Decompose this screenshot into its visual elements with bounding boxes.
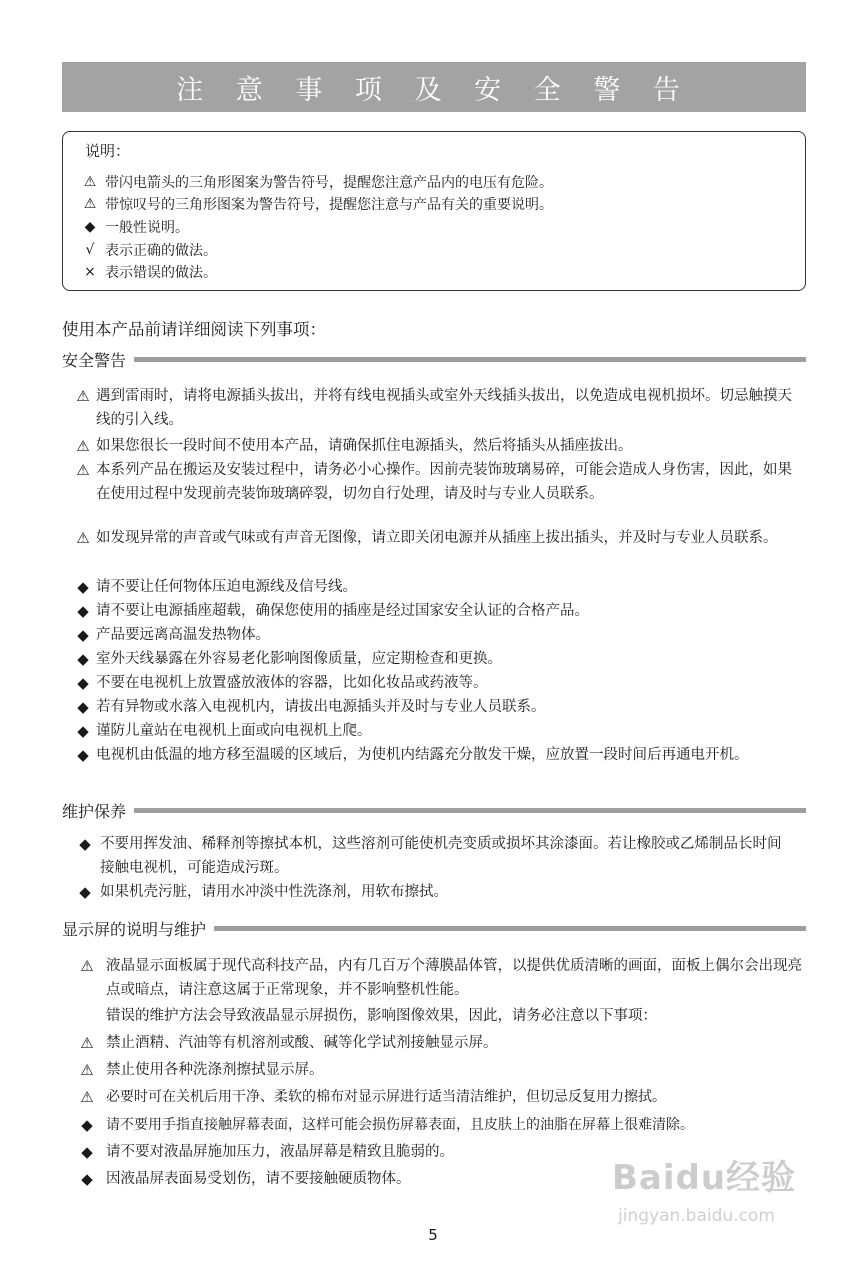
section-divider xyxy=(214,926,806,931)
list-item-text: 不要在电视机上放置盛放液体的容器，比如化妆品或药液等。 xyxy=(96,675,488,691)
legend-row xyxy=(75,262,217,282)
diamond-bullet-icon: ◆ xyxy=(81,1143,93,1161)
list-item-text: 错误的维护方法会导致液晶显示屏损伤，影响图像效果，因此，请务必注意以下事项： xyxy=(106,1008,657,1024)
diamond-bullet-icon: ◆ xyxy=(77,578,89,596)
list-item-text: 室外天线暴露在外容易老化影响图像质量，应定期检查和更换。 xyxy=(96,651,502,667)
section-heading-label: 显示屏的说明与维护 xyxy=(62,919,207,939)
diamond-bullet-icon: ◆ xyxy=(84,219,96,235)
intro-text: 使用本产品前请详细阅读下列事项： xyxy=(62,320,326,339)
section-heading-safety xyxy=(62,347,806,371)
list-item-text: 产品要远离高温发热物体。 xyxy=(96,627,270,643)
list-item-text: 必要时可在关机后用干净、柔软的棉布对显示屏进行适当清洁维护，但切忌反复用力擦拭。 xyxy=(106,1089,666,1105)
list-item xyxy=(70,671,805,695)
list-item xyxy=(70,880,792,904)
list-item-text: 如果您很长一段时间不使用本产品，请确保抓住电源插头，然后将插头从插座拔出。 xyxy=(96,438,633,454)
list-item-text: 禁止酒精、汽油等有机溶剂或酸、碱等化学试剂接触显示屏。 xyxy=(106,1035,498,1051)
list-item xyxy=(68,1031,804,1055)
section-divider xyxy=(134,808,806,813)
legend-box xyxy=(62,131,806,291)
list-item xyxy=(70,458,792,506)
warning-triangle-icon: ⚠ xyxy=(83,174,97,190)
diamond-bullet-icon: ◆ xyxy=(77,626,89,644)
list-item-text: 请不要让电源插座超载，确保您使用的插座是经过国家安全认证的合格产品。 xyxy=(96,603,589,619)
diamond-bullet-icon: ◆ xyxy=(77,650,89,668)
list-item-text: 如果机壳污脏，请用水冲淡中性洗涤剂，用软布擦拭。 xyxy=(100,884,448,900)
list-item xyxy=(68,1004,804,1028)
list-item-text: 电视机由低温的地方移至温暖的区域后，为使机内结露充分散发干燥，应放置一段时间后再通电开机。 xyxy=(96,747,749,763)
list-item-text: 请不要让任何物体压迫电源线及信号线。 xyxy=(96,579,357,595)
legend-text: 一般性说明。 xyxy=(105,220,189,236)
legend-text: 带惊叹号的三角形图案为警告符号，提醒您注意与产品有关的重要说明。 xyxy=(105,197,553,213)
warning-triangle-icon: ⚠ xyxy=(76,529,90,547)
diamond-bullet-icon: ◆ xyxy=(81,1116,93,1134)
watermark-url: jingyan.baidu.com xyxy=(618,1206,775,1226)
list-item-text: 遇到雷雨时，请将电源插头拔出，并将有线电视插头或室外天线插头拔出，以免造成电视机损坏。切忌触摸天线的引入线。 xyxy=(96,388,792,428)
list-item xyxy=(70,832,792,880)
list-item xyxy=(70,599,805,623)
list-item-text: 谨防儿童站在电视机上面或向电视机上爬。 xyxy=(96,723,372,739)
legend-heading: 说明： xyxy=(85,142,131,160)
list-item-text: 请不要对液晶屏施加压力，液晶屏幕是精致且脆弱的。 xyxy=(106,1144,454,1160)
legend-row xyxy=(75,194,553,214)
warning-triangle-icon: ⚠ xyxy=(80,1061,94,1079)
page-title: 注 意 事 项 及 安 全 警 告 xyxy=(62,62,806,112)
warning-triangle-icon: ⚠ xyxy=(80,957,94,975)
list-item xyxy=(68,1058,804,1082)
list-item-text: 禁止使用各种洗涤剂擦拭显示屏。 xyxy=(106,1062,324,1078)
diamond-bullet-icon: ◆ xyxy=(77,602,89,620)
list-item xyxy=(70,695,805,719)
section-heading-label: 安全警告 xyxy=(62,350,127,370)
warning-triangle-icon: ⚠ xyxy=(83,196,97,212)
warning-triangle-icon: ⚠ xyxy=(76,461,90,479)
diamond-bullet-icon: ◆ xyxy=(79,883,91,901)
warning-triangle-icon: ⚠ xyxy=(76,387,90,405)
list-item xyxy=(70,623,805,647)
warning-triangle-icon: ⚠ xyxy=(80,1034,94,1052)
list-item-text: 液晶显示面板属于现代高科技产品，内有几百万个薄膜晶体管，以提供优质清晰的画面，面板上偶尔会出现亮点或暗点，请注意这属于正常现象，并不影响整机性能。 xyxy=(106,958,802,998)
list-item xyxy=(70,434,792,458)
baidu-logo: Baidu经验 xyxy=(612,1158,797,1198)
list-item-spacer xyxy=(68,1004,106,1028)
list-item xyxy=(68,1113,804,1137)
legend-row xyxy=(75,172,553,192)
warning-triangle-icon: ⚠ xyxy=(76,437,90,455)
list-item-text: 因液晶屏表面易受划伤，请不要接触硬质物体。 xyxy=(106,1171,411,1187)
page-number: 5 xyxy=(428,1226,438,1244)
diamond-bullet-icon: ◆ xyxy=(77,746,89,764)
list-item-text: 本系列产品在搬运及安装过程中，请务必小心操作。因前壳装饰玻璃易碎，可能会造成人身伤害，因此，如果在使用过程中发现前壳装饰玻璃碎裂，切勿自行处理，请及时与专业人员联系。 xyxy=(96,462,792,502)
list-item-text: 如发现异常的声音或气味或有声音无图像，请立即关闭电源并从插座上拔出插头，并及时与专业人员联系。 xyxy=(96,530,778,546)
legend-row xyxy=(75,217,189,237)
legend-row xyxy=(75,240,217,260)
list-item xyxy=(70,384,792,432)
section-heading-maintenance xyxy=(62,798,806,822)
diamond-bullet-icon: ◆ xyxy=(77,722,89,740)
section-heading-label: 维护保养 xyxy=(62,801,127,821)
list-item xyxy=(70,526,792,550)
check-mark-icon: √ xyxy=(85,242,95,258)
diamond-bullet-icon: ◆ xyxy=(77,698,89,716)
legend-text: 表示正确的做法。 xyxy=(105,243,217,259)
list-item xyxy=(70,575,805,599)
diamond-bullet-icon: ◆ xyxy=(77,674,89,692)
list-item xyxy=(70,743,806,767)
section-heading-display xyxy=(62,916,806,940)
diamond-bullet-icon: ◆ xyxy=(79,835,91,853)
list-item xyxy=(70,647,805,671)
list-item xyxy=(70,719,805,743)
list-item-text: 若有异物或水落入电视机内，请拔出电源插头并及时与专业人员联系。 xyxy=(96,699,546,715)
legend-text: 带闪电箭头的三角形图案为警告符号，提醒您注意产品内的电压有危险。 xyxy=(105,175,553,191)
warning-triangle-icon: ⚠ xyxy=(80,1088,94,1106)
watermark xyxy=(612,1150,812,1250)
diamond-bullet-icon: ◆ xyxy=(81,1170,93,1188)
cross-mark-icon: × xyxy=(84,264,96,280)
list-item xyxy=(68,1085,804,1109)
list-item xyxy=(68,954,804,1002)
legend-text: 表示错误的做法。 xyxy=(105,265,217,281)
list-item-text: 请不要用手指直接触屏幕表面，这样可能会损伤屏幕表面，且皮肤上的油脂在屏幕上很难清除。 xyxy=(106,1117,694,1133)
list-item-text: 不要用挥发油、稀释剂等擦拭本机，这些溶剂可能使机壳变质或损坏其涂漆面。若让橡胶或乙烯制品长时间接触电视机，可能造成污斑。 xyxy=(100,836,782,876)
section-divider xyxy=(134,357,806,362)
